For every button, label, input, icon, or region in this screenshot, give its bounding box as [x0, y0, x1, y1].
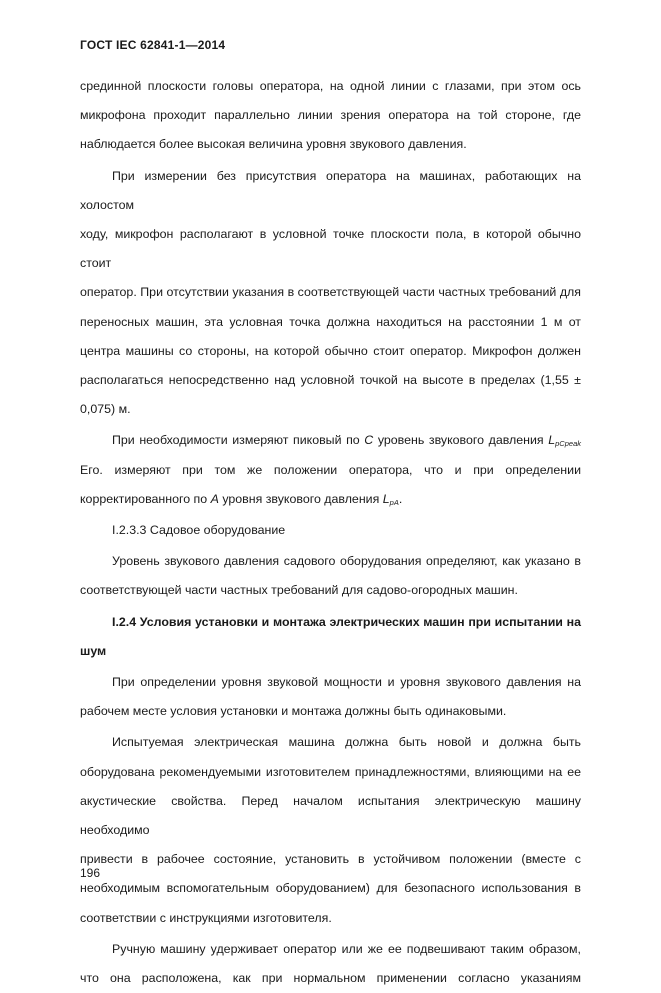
text-line: что она расположена, как при нормальном применении согласно указаниям [80, 971, 581, 986]
text-span: уровень звукового давления [373, 433, 549, 448]
symbol-l: L [548, 433, 556, 448]
text-line: микрофона проходит параллельно линии зрения оператора на той стороне, где [80, 108, 581, 123]
text-line: шум [80, 643, 107, 658]
page-body [80, 72, 581, 993]
text-span: При необходимости измеряют пиковый по [112, 433, 365, 448]
text-line: Испытуемая электрическая машина должна быть новой и должна быть [112, 735, 581, 750]
paragraph-6 [80, 728, 581, 932]
text-line: наблюдается более высокая величина уровня звукового давления. [80, 137, 467, 152]
text-line [80, 485, 581, 514]
paragraph-3 [80, 426, 581, 514]
text-line: срединной плоскости головы оператора, на одной линии с глазами, при этом ось [80, 79, 581, 93]
weighting-letter: А [210, 491, 219, 506]
page-number: 196 [80, 866, 101, 880]
symbol-subscript: pA [389, 497, 399, 507]
text-line: центра машины со стороны, на которой обычно стоит оператор. Микрофон должен [80, 343, 581, 358]
section-heading-i24 [80, 608, 581, 666]
text-span: корректированного по [80, 491, 211, 506]
symbol-subscript: pCpeak [555, 439, 581, 449]
document-header: ГОСТ IEC 62841-1—2014 [80, 38, 226, 52]
text-line: оператор. При отсутствии указания в соответствующей части частных требований для [80, 285, 581, 300]
text-line: переносных машин, эта условная точка должна находиться на расстоянии 1 м от [80, 314, 581, 329]
paragraph-2 [80, 162, 581, 425]
text-line: При измерении без присутствия оператора на машинах, работающих на холостом [80, 168, 581, 212]
text-line: акустические свойства. Перед началом испытания электрическую машину необходимо [80, 793, 581, 838]
section-heading-i233 [80, 516, 581, 545]
text-line: располагаться непосредственно над условной точкой на высоте в пределах (1,55 ± [80, 373, 581, 388]
text-line: соответствии с инструкциями изготовителя. [80, 910, 332, 925]
weighting-letter: С [364, 433, 374, 448]
text-span: уровня звукового давления [218, 491, 383, 506]
paragraph-4 [80, 547, 581, 605]
text-line: При определении уровня звуковой мощности и уровня звукового давления на [112, 675, 581, 690]
text-line: оборудована рекомендуемыми изготовителем принадлежностями, влияющими на ее [80, 764, 581, 779]
text-line: привести в рабочее состояние, установить в устойчивом положении (вместе с [80, 852, 581, 867]
text-line: соответствующей части частных требований для садово-огородных машин. [80, 583, 518, 598]
paragraph-5 [80, 668, 581, 726]
symbol-l: L [382, 491, 390, 506]
text-line: I.2.4 Условия установки и монтажа электрических машин при испытании на [112, 614, 581, 629]
text-line: Ручную машину удерживает оператор или же ее подвешивают таким образом, [112, 941, 581, 956]
text-line [80, 426, 581, 455]
paragraph-7 [80, 935, 581, 993]
paragraph-1 [80, 72, 581, 160]
text-line: рабочем месте условия установки и монтажа должны быть одинаковыми. [80, 704, 507, 719]
text-line: 0,075) м. [80, 402, 131, 417]
text-line: необходимым вспомогательным оборудованием) для безопасного использования в [80, 881, 581, 896]
text-line: Уровень звукового давления садового оборудования определяют, как указано в [112, 554, 581, 569]
text-line: I.2.3.3 Садовое оборудование [112, 523, 286, 538]
text-line: ходу, микрофон располагают в условной точке плоскости пола, в которой обычно стоит [80, 227, 581, 271]
text-line: Его. измеряют при том же положении оператора, что и при определении [80, 462, 581, 477]
text-span: . [398, 491, 403, 506]
